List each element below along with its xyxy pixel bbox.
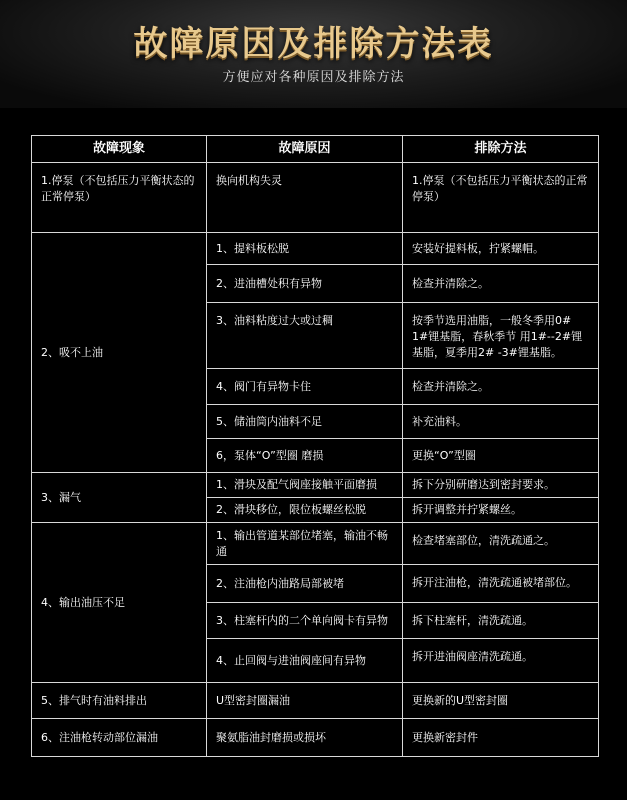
remedy-cell: 拆下分别研磨达到密封要求。: [403, 473, 599, 498]
page-subtitle: 方便应对各种原因及排除方法: [222, 70, 405, 85]
cause-cell: 1、输出管道某部位堵塞，输油不畅通: [207, 523, 403, 565]
cause-cell: 2、滑块移位，限位板螺丝松脱: [207, 498, 403, 523]
remedy-cell: 更换新密封件: [403, 719, 599, 757]
fault-table: [31, 135, 599, 757]
cause-cell: 换向机构失灵: [207, 163, 403, 233]
column-header-cause: 故障原因: [207, 136, 403, 163]
page-title: 故障原因及排除方法表: [133, 24, 494, 64]
remedy-cell: 拆下柱塞杆，清洗疏通。: [403, 603, 599, 639]
phenomenon-cell: 2、吸不上油: [32, 233, 207, 473]
cause-cell: 4、止回阀与进油阀座间有异物: [207, 639, 403, 683]
cause-cell: U型密封圈漏油: [207, 683, 403, 719]
remedy-cell: 拆开调整并拧紧螺丝。: [403, 498, 599, 523]
phenomenon-cell: 3、漏气: [32, 473, 207, 523]
table-row: [32, 163, 599, 233]
cause-cell: 1、提料板松脱: [207, 233, 403, 265]
cause-cell: 2、进油槽处积有异物: [207, 265, 403, 303]
cause-cell: 3、油料粘度过大或过稠: [207, 303, 403, 369]
column-header-remedy: 排除方法: [403, 136, 599, 163]
cause-cell: 6，泵体“O”型圈 磨损: [207, 439, 403, 473]
cause-cell: 1、滑块及配气阀座接触平面磨损: [207, 473, 403, 498]
remedy-cell: 检查并清除之。: [403, 265, 599, 303]
table-header-row: [32, 136, 599, 163]
remedy-cell: 安装好提料板，拧紧螺帽。: [403, 233, 599, 265]
remedy-cell: 检查并清除之。: [403, 369, 599, 405]
remedy-cell: 按季节选用油脂，一般冬季用0# 1#锂基脂，春秋季节 用1#--2#锂基脂，夏季用2# -3#锂基脂。: [403, 303, 599, 369]
table-row: [32, 233, 599, 265]
table-row: [32, 523, 599, 565]
phenomenon-cell: 5、排气时有油料排出: [32, 683, 207, 719]
cause-cell: 4、阀门有异物卡住: [207, 369, 403, 405]
remedy-cell: 拆开注油枪，清洗疏通被堵部位。: [403, 565, 599, 603]
table-row: [32, 473, 599, 498]
remedy-cell: 更换“O”型圈: [403, 439, 599, 473]
cause-cell: 聚氨脂油封磨损或损坏: [207, 719, 403, 757]
phenomenon-cell: 6、注油枪转动部位漏油: [32, 719, 207, 757]
remedy-cell: 拆开进油阀座清洗疏通。: [403, 639, 599, 683]
remedy-cell: 补充油料。: [403, 405, 599, 439]
table-row: [32, 683, 599, 719]
cause-cell: 5、储油筒内油料不足: [207, 405, 403, 439]
remedy-cell: 检查堵塞部位，清洗疏通之。: [403, 523, 599, 565]
column-header-phenomenon: 故障现象: [32, 136, 207, 163]
remedy-cell: 1.停泵（不包括压力平衡状态的正常停泵）: [403, 163, 599, 233]
phenomenon-cell: 1.停泵（不包括压力平衡状态的正常停泵）: [32, 163, 207, 233]
table-row: [32, 719, 599, 757]
phenomenon-cell: 4、输出油压不足: [32, 523, 207, 683]
remedy-cell: 更换新的U型密封圈: [403, 683, 599, 719]
cause-cell: 3、柱塞杆内的二个单向阀卡有异物: [207, 603, 403, 639]
cause-cell: 2、注油枪内油路局部被堵: [207, 565, 403, 603]
